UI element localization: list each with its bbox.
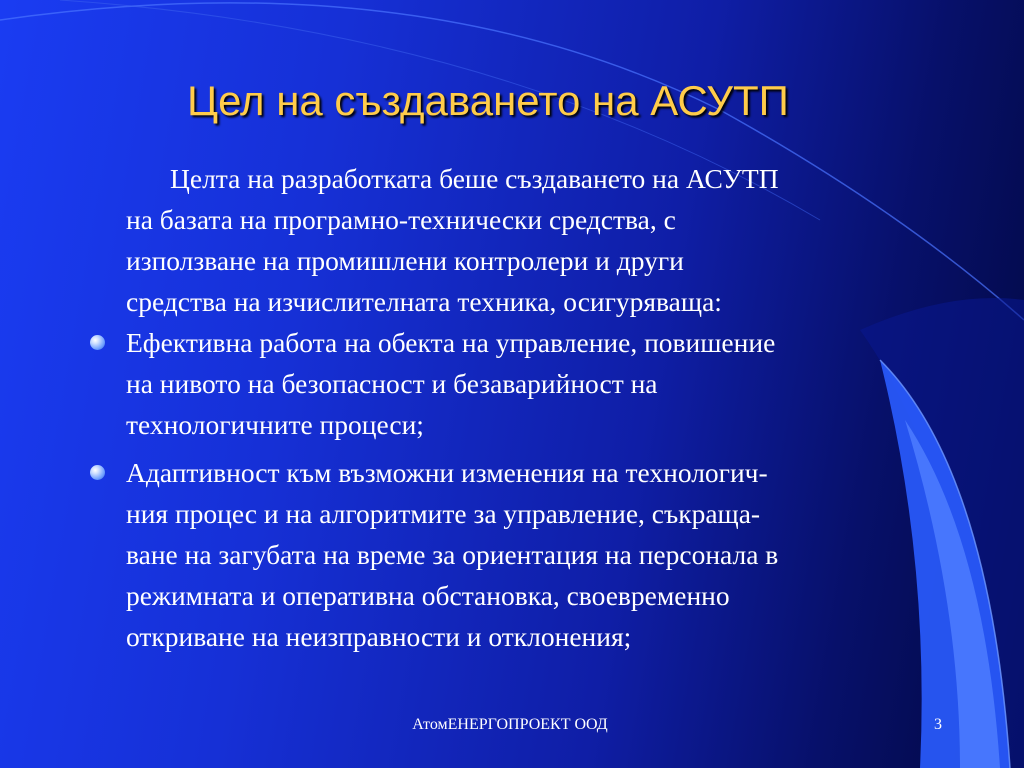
intro-line: Целта на разработката беше създаването на АСУТП [170, 163, 779, 194]
bullet-dot-icon [90, 465, 105, 480]
intro-line: на базата на програмно-технически средства, с [126, 204, 676, 235]
bullet-line: на нивото на безопасност и безаварийност на [126, 368, 658, 399]
footer-company-name: АтомЕНЕРГОПРОЕКТ ООД [412, 716, 608, 733]
bullet-line: Адаптивност към възможни изменения на технологич- [126, 457, 768, 488]
slide-title: Цел на създаването на АСУТП [187, 77, 789, 124]
bullet-line: технологичните процеси; [126, 409, 424, 440]
bullet-line: режимната и оперативна обстановка, своевременно [126, 580, 730, 611]
bullet-item-efficiency [88, 322, 948, 445]
slide-body [88, 158, 948, 657]
bullet-line: ване на загубата на време за ориентация на персонала в [126, 539, 779, 570]
intro-paragraph [126, 158, 948, 322]
page-number: 3 [934, 716, 942, 733]
bullet-dot-icon [90, 335, 105, 350]
bullet-line: откриване на неизправности и отклонения; [126, 621, 632, 652]
intro-line: използване на промишлени контролери и други [126, 245, 684, 276]
bullet-line: Ефективна работа на обекта на управление, повишение [126, 327, 776, 358]
bullet-item-adaptivity [88, 452, 948, 657]
bullet-line: ния процес и на алгоритмите за управление, съкраща- [126, 498, 761, 529]
intro-line: средства на изчислителната техника, осигуряваща: [126, 286, 722, 317]
